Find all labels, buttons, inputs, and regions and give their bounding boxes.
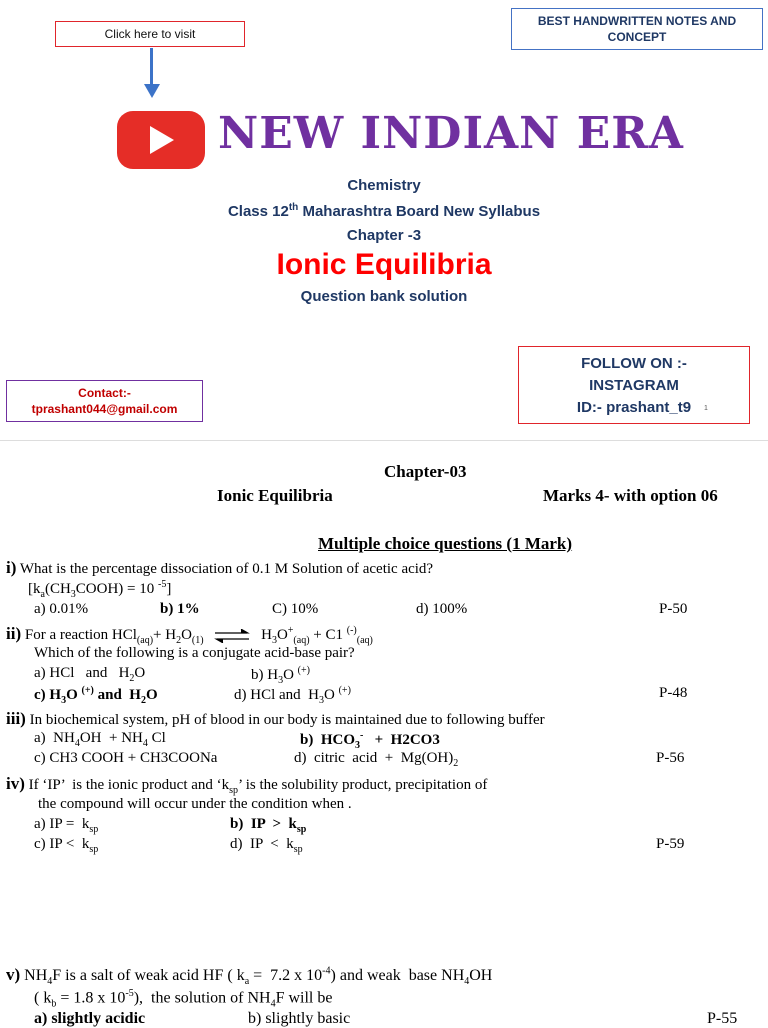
charge-label: (+) [297, 665, 310, 676]
option-b[interactable]: b) $H_3O$ (+) [251, 665, 310, 686]
chapter-heading: Chapter-03 [384, 462, 467, 481]
option-b[interactable]: b) $HCO_3^- + H2CO3$ [300, 730, 440, 751]
question-3 [6, 709, 545, 729]
play-icon [150, 126, 174, 154]
option-a[interactable]: a) HCl and $H_2O$ [34, 665, 146, 684]
option-d[interactable]: d) 100% [416, 601, 468, 617]
subject-label: Chemistry [347, 177, 421, 194]
option-a[interactable]: a) IP = $k_{sp}$ [34, 816, 99, 835]
question-4: iv) If ‘IP’ is the ionic product and ‘$k_{sp}$’ is the solubility product, precipitation of [6, 774, 488, 796]
option-d[interactable]: d) IP < $k_{sp}$ [230, 836, 303, 855]
question-number: iii) [6, 709, 26, 728]
page-ref: P-50 [659, 601, 688, 617]
question-text: In biochemical system, pH of blood in our body is maintained due to following buffer [29, 712, 545, 728]
contact-label: Contact:- [78, 386, 131, 400]
visit-label: Click here to visit [104, 27, 196, 41]
option-a[interactable]: a) $NH_4OH + NH_4$ Cl [34, 730, 166, 749]
question-5: v) $NH_4F$ is a salt of weak acid HF ( $k_a = 7.2$ x $10^{-4}$) and weak base $NH_4OH$ [6, 965, 493, 988]
option-b[interactable]: b) IP > $k_{sp}$ [230, 816, 307, 835]
question-text: What is the percentage dissociation of 0.1 M Solution of acetic acid? [19, 561, 434, 577]
marks-heading: Marks 4- with option 06 [543, 486, 718, 505]
class-sup: th [288, 202, 299, 213]
option-c[interactable]: c) $H_3O$ (+) and $H_2O$ [34, 685, 158, 706]
question-1-given: [$k_a(CH_3COOH) = 10$ $^{-5}$] [28, 579, 172, 600]
follow-box [518, 346, 750, 424]
class-line [0, 202, 768, 220]
question-1 [6, 558, 433, 578]
chapter-label: Chapter -3 [346, 227, 422, 244]
question-text-2: ( $k_b = 1.8$ x $10^{-5}$), the solution of $NH_4F$ will be [34, 988, 333, 1010]
page-number: 1 [704, 405, 708, 412]
page-ref: P-59 [656, 836, 685, 852]
channel-name: NEW INDIAN ERA [218, 108, 684, 159]
notes-label: BEST HANDWRITTEN NOTES AND CONCEPT [537, 14, 737, 44]
question-2: ii) For a reaction $HCl_{(aq)}+ H_2O_{(1)}$ $H_3O^+_{(aq)} + C1$ (-)$_{(aq)}$ [6, 624, 373, 646]
option-c[interactable]: C) 10% [272, 601, 319, 617]
topic-heading: Ionic Equilibria [217, 486, 333, 505]
option-b[interactable]: b) slightly basic [248, 1010, 351, 1027]
visit-link-box[interactable] [55, 21, 245, 47]
option-c[interactable]: c) CH3 COOH + CH3COONa [34, 750, 218, 766]
page-ref: P-56 [656, 750, 685, 766]
option-a[interactable]: a) 0.01% [34, 601, 89, 617]
page-divider [0, 440, 768, 441]
option-b[interactable]: b) 1% [160, 601, 200, 617]
question-number: ii) [6, 624, 22, 643]
question-number: iv) [6, 774, 25, 793]
class-suffix: Maharashtra Board New Syllabus [298, 203, 541, 220]
option-d[interactable]: d) citric acid + $Mg(OH)_2$ [294, 750, 459, 769]
section-heading: Multiple choice questions (1 Mark) [318, 534, 573, 553]
question-number: v) [6, 965, 21, 984]
arrow-head-icon [144, 84, 160, 98]
page-ref: P-48 [659, 685, 688, 701]
down-arrow-icon [150, 48, 153, 86]
question-number: i) [6, 558, 17, 577]
follow-label: FOLLOW ON :- [581, 355, 687, 372]
question-text-2: the compound will occur under the condition when . [38, 796, 352, 812]
option-d[interactable]: d) HCl and $H_3O$ (+) [234, 685, 351, 706]
equilibrium-arrows-icon [213, 629, 251, 643]
option-c[interactable]: c) IP < $k_{sp}$ [34, 836, 99, 855]
follow-id: ID:- prashant_t9 [576, 399, 692, 416]
page-ref: P-55 [707, 1010, 738, 1027]
subtitle: Question bank solution [300, 288, 468, 305]
class-prefix: Class 12 [227, 203, 289, 220]
question-text-2: Which of the following is a conjugate acid-base pair? [34, 645, 355, 661]
notes-promo-box [511, 8, 763, 50]
follow-platform: INSTAGRAM [589, 377, 679, 394]
topic-title: Ionic Equilibria [276, 248, 492, 281]
option-a[interactable]: a) slightly acidic [34, 1010, 146, 1027]
contact-email[interactable]: tprashant044@gmail.com [31, 402, 178, 416]
contact-box [6, 380, 203, 422]
